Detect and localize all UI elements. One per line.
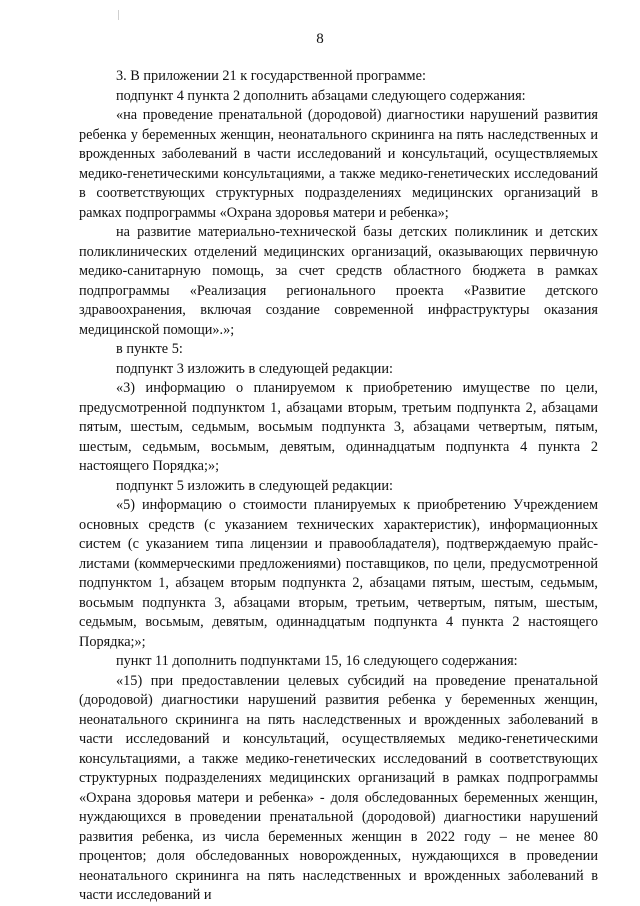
paragraph-item-11: пункт 11 дополнить подпунктами 15, 16 следующего содержания:: [116, 653, 518, 669]
page-number: 8: [316, 31, 324, 47]
scan-artifact: [118, 10, 119, 20]
document-body: [79, 67, 598, 906]
paragraph-subitem-3-text: «3) информацию о планируемом к приобретению имуществе по цели, предусмотренной подпунктом 1, абзацами вторым, третьим подпункта 2, абзацами пятым, шестым, седьмым, восьмым подпункта 3, абзацами четвертым, пятым, шестым, седьмым, восьмым, девятым, одиннадцатым подпункта 4 пункта 2 настоящего Порядка;»;: [79, 380, 598, 474]
paragraph-subitem-5-heading: подпункт 5 изложить в следующей редакции:: [116, 477, 393, 494]
paragraph-subitem-4-item-2: подпункт 4 пункта 2 дополнить абзацами следующего содержания:: [116, 87, 526, 104]
paragraph-section-3-intro: 3. В приложении 21 к государственной программе:: [116, 68, 426, 84]
paragraph-subitem-15-text: «15) при предоставлении целевых субсидий на проведение пренатальной (дородовой) диагностики нарушений развития ребенка у беременных женщин, неонатального скрининга на пять наследственных и врожденных заболеваний в части исследований и консультаций, осуществляемых медико-генетическими консультациями, а также медико-генетических исследований в соответствующих структурных подразделениях медицинских организаций в рамках подпрограммы «Охрана здоровья матери и ребенка» - доля обследованных беременных женщин, нуждающихся в проведении пренатальной (дородовой) диагностики нарушений развития ребенка, из числа беременных женщин в 2022 году – не менее 80 процентов; доля обследованных новорожденных, нуждающихся в проведении неонатального скрининга на пять наследственных и врожденных заболеваний в части исследований и: [79, 672, 598, 903]
paragraph-material-base: на развитие материально-технической базы детских поликлиник и детских поликлинических отделений медицинских организаций, оказывающих первичную медико-санитарную помощь, за счет средств областного бюджета в рамках подпрограммы «Реализация регионального проекта «Развитие детского здравоохранения, включая создание современной инфраструктуры оказания медицинской помощи».»;: [79, 224, 598, 338]
paragraph-subitem-5-text: «5) информацию о стоимости планируемых к приобретению Учреждением основных средств (с указанием технических характеристик), информационных систем (с указанием типа лицензии и правообладателя), подтверждаемую прайс-листами (коммерческими предложениями) поставщиков, по цели, предусмотренной подпунктом 1, абзацем вторым подпункта 2, абзацами пятым, шестым, седьмым, восьмым подпункта 3, абзацами вторым, третьим, четвертым, пятым, шестым, седьмым, восьмым, девятым, одиннадцатым подпункта 4 пункта 2 настоящего Порядка;»;: [79, 497, 598, 650]
paragraph-item-5: в пункте 5:: [116, 341, 183, 357]
paragraph-subitem-3-heading: подпункт 3 изложить в следующей редакции:: [116, 360, 393, 377]
paragraph-prenatal-diagnostics: «на проведение пренатальной (дородовой) диагностики нарушений развития ребенка у беременных женщин, неонатального скрининга на пять наследственных и врожденных заболеваний в части исследований и консультаций, осуществляемых медико-генетическими консультациями, а также медико-генетических исследований в соответствующих структурных подразделениях медицинских организаций в рамках подпрограммы «Охрана здоровья матери и ребенка»;: [79, 107, 598, 221]
